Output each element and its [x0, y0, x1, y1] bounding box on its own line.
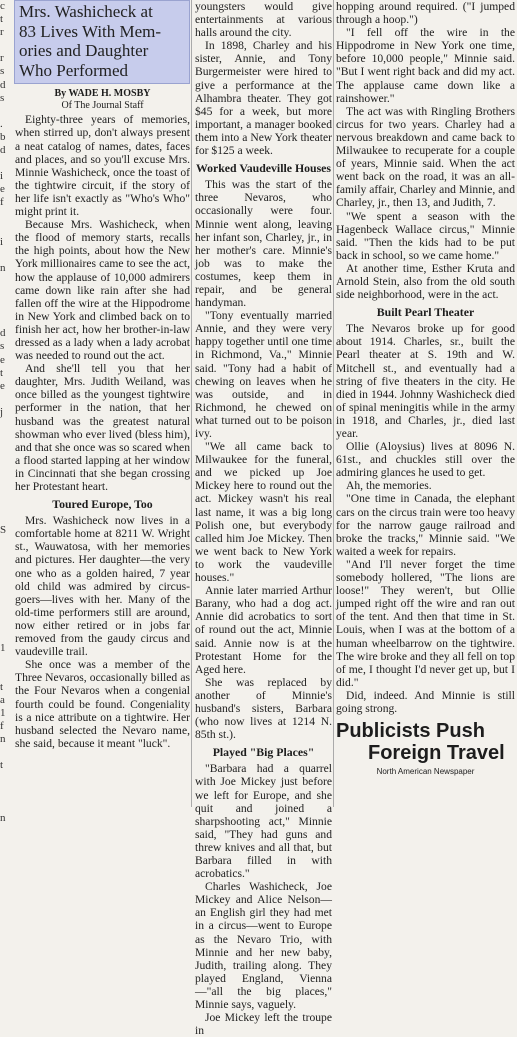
article-paragraph: "Barbara had a quarrel with Joe Mickey just before we left for Europe, and she quit and joined a sharpshooting act," Minnie said, "They had guns and threw knives and all that, but Barbara filled in with acrobatics."	[195, 762, 332, 881]
edge-letter: i	[0, 170, 4, 183]
article-paragraph: The Nevaros broke up for good about 1914. Charles, sr., built the Pearl theater at S. 19th and W. Mitchell st., and eventually had a string of five theaters in the city. He died in 1944. Johnny Washicheck died of spinal meningitis while in the army in 1918, and Charles, jr., died last year.	[336, 322, 515, 440]
second-headline-line: Foreign Travel	[368, 742, 505, 765]
article-paragraph: Ollie (Aloysius) lives at 8096 N. 61st., and chuckles still over the admiring glances he used to get.	[336, 440, 515, 480]
article-paragraph: She once was a member of the Three Nevaros, occasionally billed as the Four Nevaros when a congenial fourth could be found. Congeniality is a nice attribute on a tightwire. Her husband selected the Nevaro name, she said, because it meant "luck".	[15, 658, 190, 750]
article-paragraph: Ah, the memories.	[346, 479, 432, 493]
edge-letter: f	[0, 196, 4, 209]
second-headline	[336, 720, 515, 764]
article-paragraph: Eighty-three years of memories, when stirred up, don't always present a neat catalog of names, dates, faces and places, and so you'll excuse Mrs. Minnie Washicheck, once the toast of the tightwire circuit, if the story of her life isn't exactly as "Who's Who" might print it.	[15, 113, 190, 219]
edge-letter: 1	[0, 707, 6, 720]
edge-letter: b	[0, 130, 6, 143]
headline-line: ories and Daughter	[19, 41, 149, 61]
edge-letter	[0, 105, 9, 118]
article-paragraph: Charles Washicheck, Joe Mickey and Alice Nelson—an English girl they had met in a circus—went to Europe as the Nevaro Trio, with Minnie and her new baby, Judith, trailing along. They played England, Vienna—"all the big places," Minnie says, vaguely.	[195, 880, 332, 1012]
article-paragraph: This was the start of the three Nevaros, who occasionally were four. Minnie went along, leaving her infant son, Charley, jr., in her mother's care. Minnie's job was to make the costumes, keep them in repair, and be general handyman.	[195, 178, 332, 310]
edge-letter	[0, 458, 9, 471]
edge-letter	[0, 498, 9, 511]
edge-letter	[0, 655, 9, 668]
article-paragraph: The act was with Ringling Brothers circus for two years. Charley had a nervous breakdown and came back to Milwaukee to recuperate for a couple of years, Minnie said. When the act went back on the road, it was an all-family affair, Charley and Minnie, and Charley, jr., then 13, and Judith, 7.	[336, 104, 515, 210]
article-paragraph: She was replaced by another of Minnie's husband's sisters, Barbara (who now lives at 1214 N. 85th st.).	[195, 675, 332, 742]
edge-letter	[0, 563, 9, 576]
second-headline-line: Publicists Push	[336, 720, 485, 743]
edge-letter: r	[0, 52, 4, 65]
edge-letter	[0, 288, 9, 301]
edge-letter	[0, 799, 9, 812]
headline-line: Mrs. Washicheck at	[19, 2, 153, 21]
edge-letter	[0, 629, 9, 642]
subhead: Played "Big Places"	[212, 745, 315, 760]
edge-letter: r	[0, 26, 4, 39]
edge-letter	[0, 668, 9, 681]
byline: By WADE H. MOSBY	[54, 88, 151, 100]
edge-letter	[0, 275, 9, 288]
article-paragraph: Mrs. Washicheck now lives in a comfortable home at 8211 W. Wright st., Wauwatosa, with her memories and pictures. Her daughter—the very one who as a golden haired, 7 year old child was admired by circus-goers—lives with her. Many of the old-time performers still are around, now either retired or in jobs far removed from the gaudy circus and vaudeville trail.	[15, 514, 190, 659]
subhead: Toured Europe, Too	[52, 497, 153, 512]
edge-letter: j	[0, 405, 4, 418]
edge-letter	[0, 537, 9, 550]
edge-letter: t	[0, 13, 4, 26]
edge-letter	[0, 249, 9, 262]
edge-letter	[0, 746, 9, 759]
article-paragraph: hopping around required. ("I jumped through a hoop.")	[336, 0, 515, 27]
edge-letter	[0, 773, 9, 786]
edge-letter: e	[0, 183, 5, 196]
edge-letter	[0, 157, 9, 170]
edge-letter: a	[0, 693, 5, 706]
edge-letter: n	[0, 261, 6, 274]
edge-letter	[0, 576, 9, 589]
article-paragraph: Because Mrs. Washicheck, when the flood of memory starts, recalls the high points, about how the New York millionaires came to see the act, how the applause of 10,000 admirers came down like rain after she had fallen off the wire at the Hippodrome in New York and climbed back on to finish her act, how her brother-in-law dressed as a lady when a lady acrobat was needed to round out the act.	[15, 218, 190, 363]
article-paragraph: And she'll tell you that her daughter, Mrs. Judith Weiland, was once billed as the youngest tightwire performer in the nation, that her husband was the greatest natural showman who ever lived (bless him), and that she once was so scared when a flood started lapping at her window in Cincinnati that she began crossing her Protestant heart.	[15, 362, 190, 493]
edge-letter: e	[0, 353, 5, 366]
edge-letter: f	[0, 720, 4, 733]
article-paragraph: Annie later married Arthur Barany, who had a dog act. Annie did acrobatics to sort of round out the act, Minnie said. Annie now is at the Protestant Home for the Aged here.	[195, 584, 332, 676]
article-paragraph: "Tony eventually married Annie, and they were very happy together until one time in Richmond, Va.," Minnie said. "Tony had a habit of chewing on leaves when he was outside, and in Richmond, he chewed on what turned out to be poison ivy.	[195, 309, 332, 440]
edge-letter	[0, 589, 9, 602]
edge-letter: t	[0, 366, 4, 379]
edge-letter: .	[0, 117, 3, 130]
column-rule	[333, 0, 334, 807]
article-paragraph: "One time in Canada, the elephant cars on the circus train were too heavy for the narrow gauge railroad and broke the tracks," Minnie said. "We waited a week for repairs.	[336, 492, 515, 558]
edge-letter	[0, 484, 9, 497]
article-paragraph: "And I'll never forget the time somebody hollered, "The lions are loose!" They weren't, but Ollie jumped right off the wire and ran out of the tent. And then that time in St. Louis, when I was at the bottom of a human wheelbarrow on the tightwire. The wire broke and they all fell on top of me, I thought I'd never get up, but I did."	[336, 557, 515, 689]
edge-letter: i	[0, 235, 4, 248]
headline-line: 83 Lives With Mem-	[19, 21, 162, 41]
edge-letter	[0, 511, 9, 524]
edge-letter	[0, 223, 9, 236]
edge-letter	[0, 210, 9, 223]
edge-letter: c	[0, 0, 5, 12]
article-paragraph: youngsters would give entertainments at various halls around the city.	[195, 0, 332, 40]
article-paragraph: "We all came back to Milwaukee for the funeral, and we picked up Joe Mickey here to round out the act. Mickey wasn't his real last name, it was a big long Polish one, but everybody called him Joe Mickey. Then we went back to New York to work the vaudeville houses."	[195, 440, 332, 585]
column-3	[336, 0, 515, 778]
edge-letter	[0, 301, 9, 314]
edge-letter	[0, 39, 9, 52]
column-1	[15, 0, 190, 750]
edge-letter: n	[0, 811, 6, 824]
edge-letter	[0, 314, 9, 327]
edge-letter	[0, 471, 9, 484]
wire-credit: North American Newspaper	[376, 767, 475, 777]
edge-letter: 1	[0, 641, 6, 654]
edge-letter	[0, 615, 9, 628]
article-paragraph: "I fell off the wire in the Hippodrome in New York one time, before 10,000 people," Minnie said. "But I went right back and did my act. The applause came down like a rainshower."	[336, 26, 515, 105]
subhead: Worked Vaudeville Houses	[195, 161, 332, 176]
edge-letter: d	[0, 78, 6, 91]
edge-letter: s	[0, 91, 5, 104]
headline-line: Who Performed	[19, 60, 129, 80]
article-paragraph: "We spent a season with the Hagenbeck Wallace circus," Minnie said. "Then the kids had to be put back in school, so we came home."	[336, 209, 515, 262]
edge-letter: s	[0, 65, 5, 78]
edge-letter	[0, 445, 9, 458]
edge-letter: s	[0, 340, 5, 353]
clipped-edge-column	[0, 0, 9, 825]
edge-letter: t	[0, 680, 4, 693]
edge-letter: e	[0, 379, 5, 392]
subhead: Built Pearl Theater	[376, 305, 475, 320]
edge-letter: n	[0, 733, 6, 746]
edge-letter: d	[0, 327, 6, 340]
column-2	[195, 0, 332, 1037]
edge-letter	[0, 419, 9, 432]
edge-letter	[0, 602, 9, 615]
edge-letter	[0, 786, 9, 799]
edge-letter	[0, 393, 9, 406]
byline-staff: Of The Journal Staff	[61, 100, 144, 112]
edge-letter	[0, 550, 9, 563]
article-paragraph: At another time, Esther Kruta and Arnold Stein, also from the old south side neighborhood, were in the act.	[336, 261, 515, 302]
headline-box	[14, 0, 190, 84]
column-rule	[191, 0, 192, 807]
edge-letter	[0, 432, 9, 445]
article-paragraph: Joe Mickey left the troupe in	[195, 1011, 332, 1037]
edge-letter: d	[0, 144, 6, 157]
article-paragraph: Did, indeed. And Minnie is still going strong.	[336, 688, 515, 715]
article-paragraph: In 1898, Charley and his sister, Annie, and Tony Burgermeister were hired to give a performance at the Alhambra theater. They got $45 for a week, but more important, a manager booked them into a New York theater for $125 a week.	[195, 39, 332, 158]
edge-letter: S	[0, 523, 7, 536]
edge-letter: t	[0, 759, 4, 772]
